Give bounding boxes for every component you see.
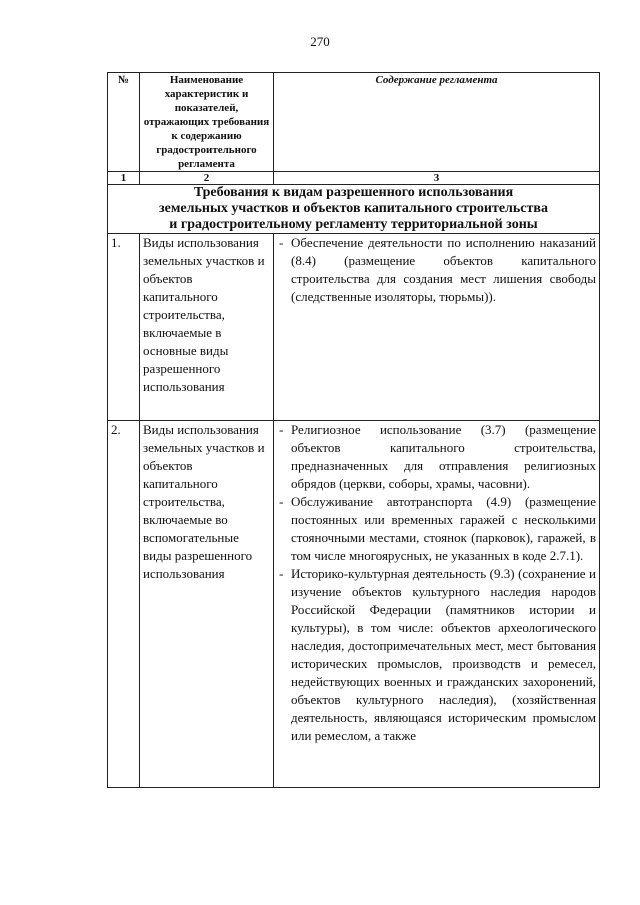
table-row: [108, 234, 600, 421]
section-title-line: Требования к видам разрешенного использования: [193, 185, 514, 200]
section-title-row: [108, 185, 600, 234]
section-title-line: земельных участков и объектов капитального строительства: [159, 201, 548, 216]
content-list: [277, 421, 596, 745]
row-content: [274, 421, 600, 788]
column-number: 1: [108, 172, 140, 185]
list-item: - Историко-культурная деятельность (9.3) (сохранение и изучение объектов культурного наследия народов Российской Федерации (памятников истории и культуры), в том числе: объектов археологического наследия, достопримечательных мест, мест бытования исторических промыслов, производств и ремесел, недействующих военных и гражданских захоронений, объектов культурного наследия), (хозяйственная деятельность, являющаяся историческим промыслом или ремеслом, а также: [277, 565, 596, 745]
content-list: [277, 234, 596, 306]
column-number: 3: [274, 172, 600, 185]
column-number: 2: [140, 172, 274, 185]
regulation-table: [107, 72, 600, 788]
list-item: - Религиозное использование (3.7) (размещение объектов капитального строительства, предназначенных для отправления религиозных обрядов (церкви, соборы, храмы, часовни).: [277, 421, 596, 493]
table-row: [108, 421, 600, 788]
section-title: [108, 185, 600, 234]
header-number: №: [108, 73, 140, 172]
row-number: 1.: [108, 234, 140, 421]
column-numbers-row: [108, 172, 600, 185]
row-content: [274, 234, 600, 421]
row-characteristic: Виды использования земельных участков и объектов капитального строительства, включаемые во вспомогательные виды разрешенного использования: [140, 421, 274, 788]
list-item: - Обеспечение деятельности по исполнению наказаний (8.4) (размещение объектов капитального строительства для создания мест лишения свободы (следственные изоляторы, тюрьмы)).: [277, 234, 596, 306]
list-item: - Обслуживание автотранспорта (4.9) (размещение постоянных или временных гаражей с несколькими стояночными местами, стоянок (парковок), гаражей, в том числе многоярусных, не указанных в коде 2.7.1).: [277, 493, 596, 565]
section-title-line: и градостроительному регламенту территориальной зоны: [169, 217, 538, 232]
header-characteristics: Наименование характеристик и показателей, отражающих требования к содержанию градостроительного регламента: [140, 73, 274, 172]
header-content: Содержание регламента: [274, 73, 600, 172]
row-number: 2.: [108, 421, 140, 788]
table-header-row: [108, 73, 600, 172]
row-characteristic: Виды использования земельных участков и объектов капитального строительства, включаемые в основные виды разрешенного использования: [140, 234, 274, 421]
page-number: 270: [310, 34, 330, 49]
